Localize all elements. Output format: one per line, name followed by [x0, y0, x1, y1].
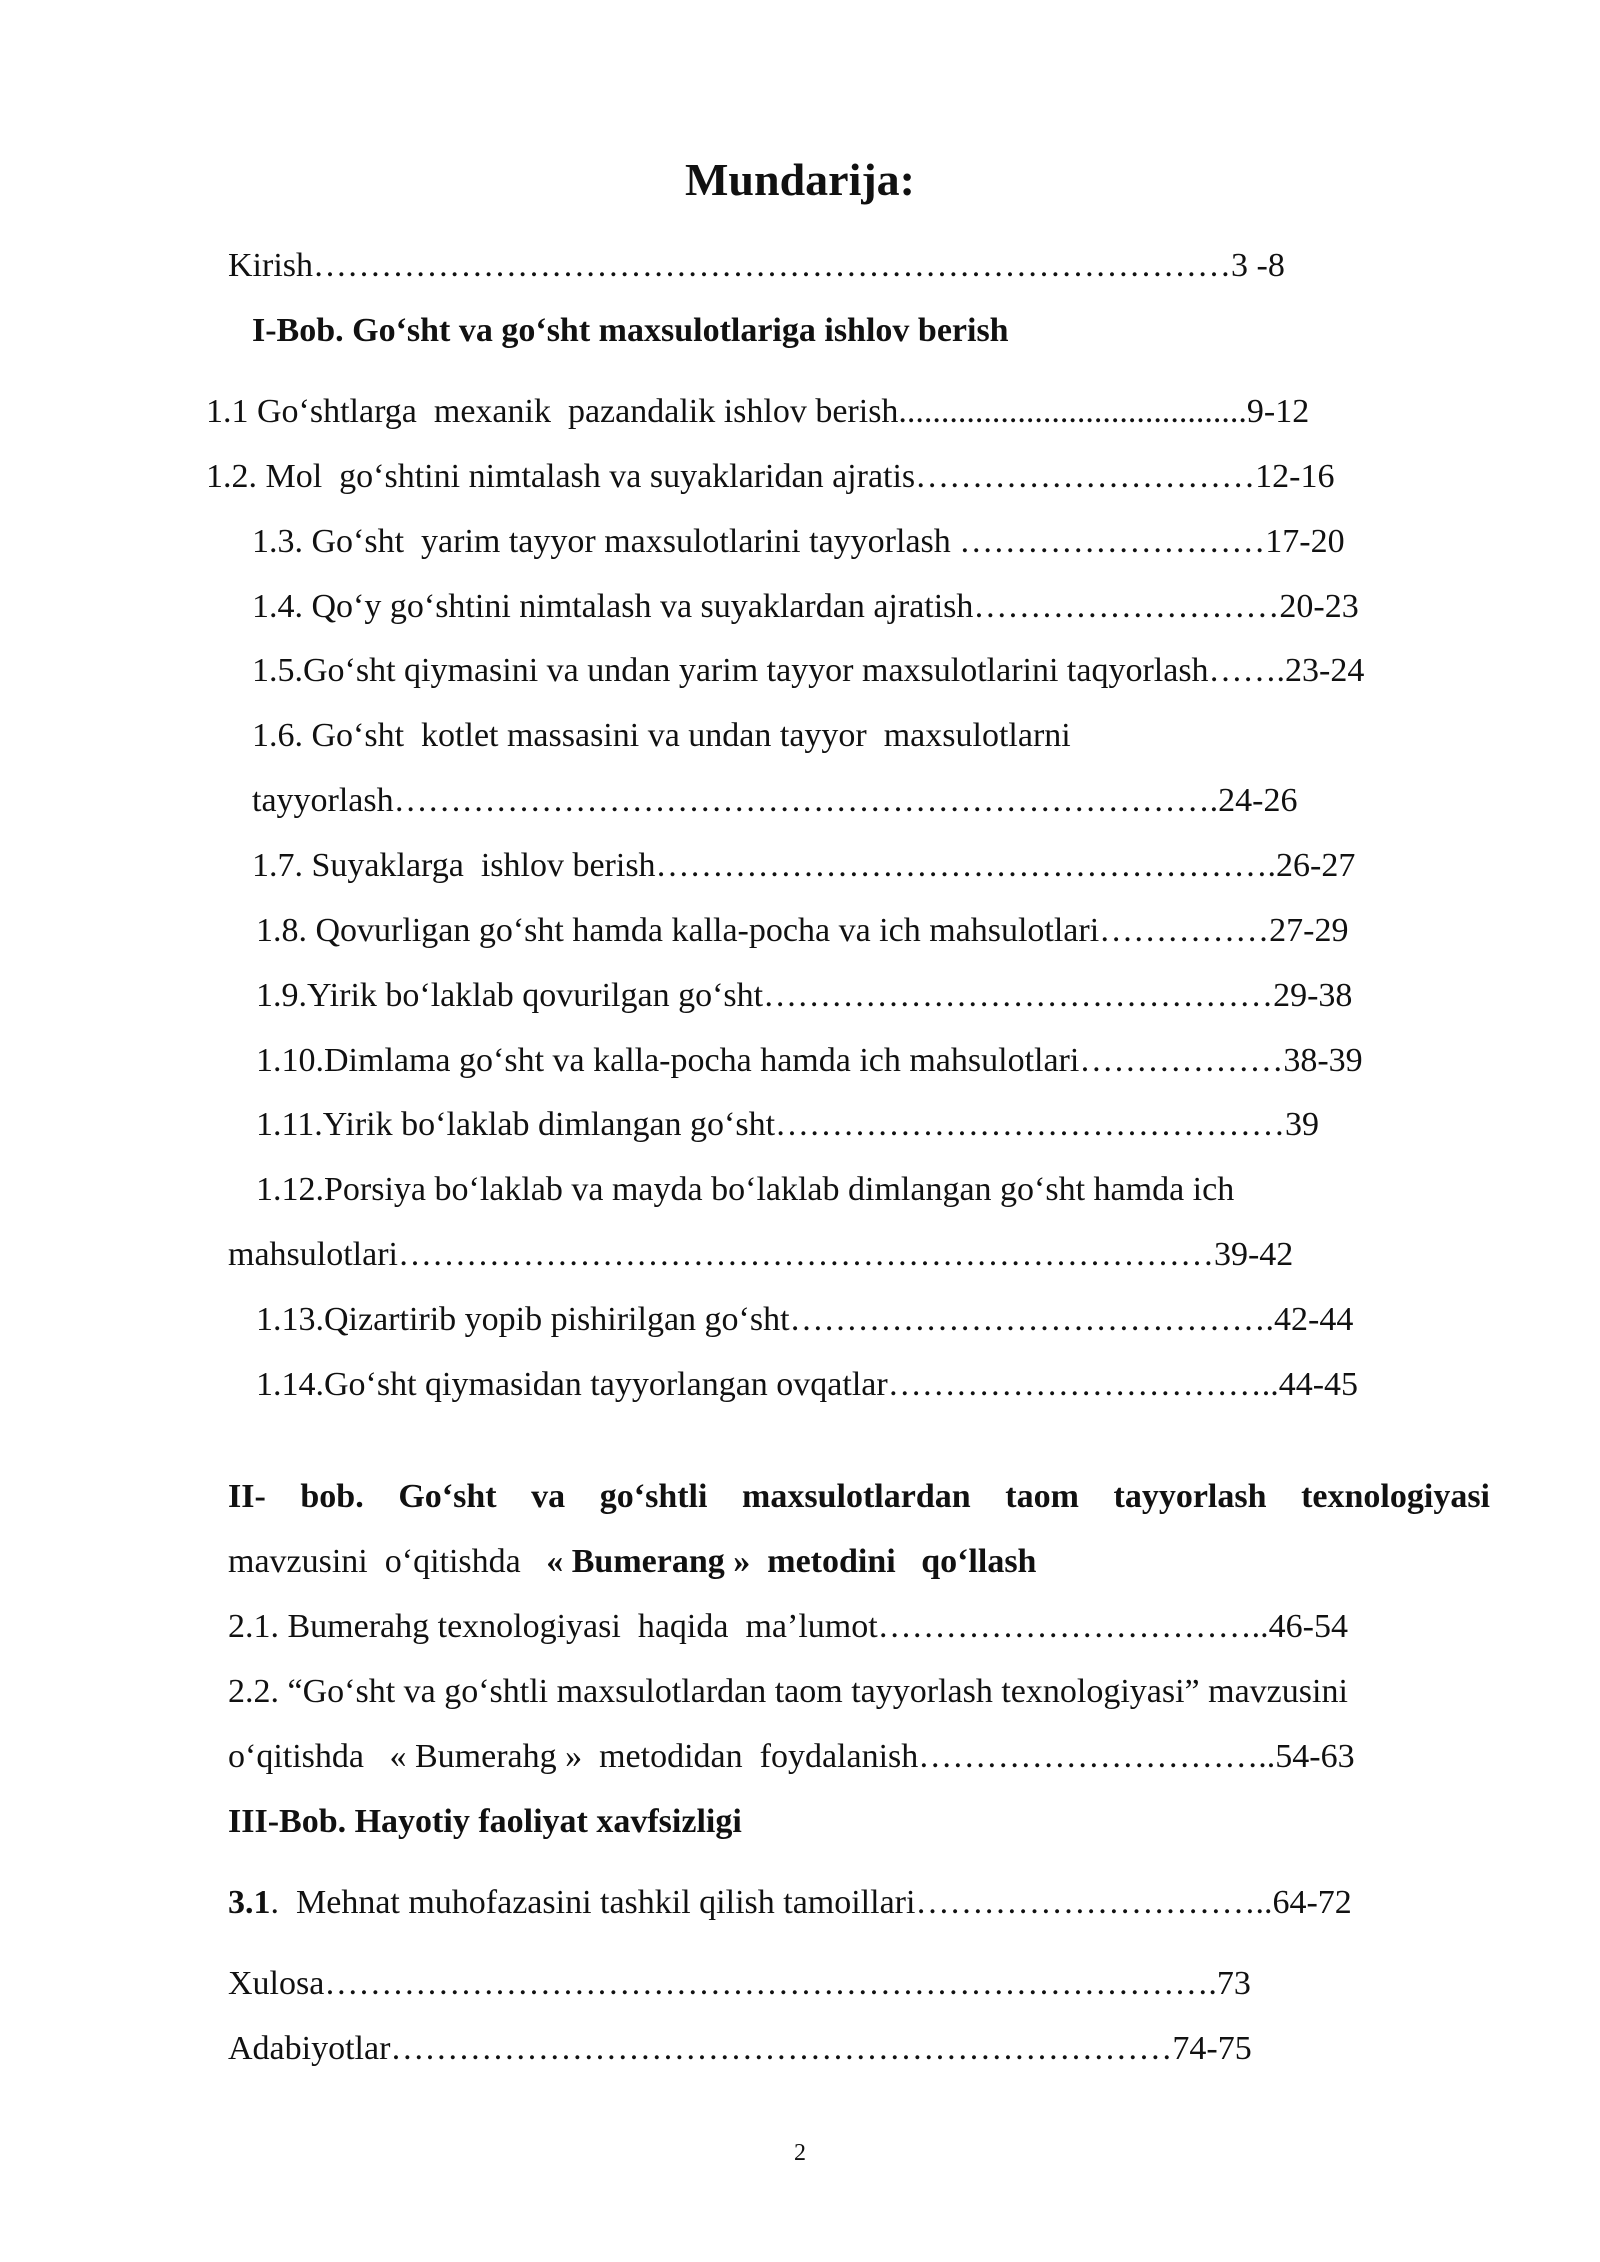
toc-entry-1-4: 1.4. Qo‘y go‘shtini nimtalash va suyaklardan ajratish………………………20-23 [252, 588, 1359, 625]
toc-entry-kirish: Kirish………………………………………………………………………3 -8 [228, 247, 1285, 284]
toc-entry-1-7: 1.7. Suyaklarga ishlov berish……………………………………………….26-27 [252, 847, 1356, 884]
toc-chapter-2-heading-line-1: II- bob. Go‘sht va go‘shtli maxsulotlardan taom tayyorlash texnologiyasi [228, 1478, 1490, 1515]
chapter-2-heading-normal-part: mavzusini o‘qitishda [228, 1543, 547, 1580]
toc-entry-1-6-line-2: tayyorlash……………………………………………………………….24-26 [252, 782, 1298, 819]
toc-entry-2-2-line-2: o‘qitishda « Bumerahg » metodidan foydalanish…………………………..54-63 [228, 1738, 1355, 1775]
toc-chapter-3-heading: III-Bob. Hayotiy faoliyat xavfsizligi [228, 1803, 742, 1840]
toc-entry-3-1-text: . Mehnat muhofazasini tashkil qilish tamoillari…………………………..64-72 [270, 1884, 1352, 1921]
toc-chapter-2-heading-line-2 [228, 1538, 1036, 1586]
toc-entry-1-12-line-1: 1.12.Porsiya bo‘laklab va mayda bo‘laklab dimlangan go‘sht hamda ich [256, 1171, 1235, 1208]
toc-entry-1-1: 1.1 Go‘shtlarga mexanik pazandalik ishlov berish.........................................9-12 [206, 393, 1310, 430]
toc-entry-1-13: 1.13.Qizartirib yopib pishirilgan go‘sht…………………………………….42-44 [256, 1301, 1354, 1338]
toc-entry-1-3: 1.3. Go‘sht yarim tayyor maxsulotlarini tayyorlash ………………………17-20 [252, 523, 1345, 560]
toc-entry-1-5: 1.5.Go‘sht qiymasini va undan yarim tayyor maxsulotlarini taqyorlash…….23-24 [252, 652, 1365, 689]
toc-entry-1-12-line-2: mahsulotlari………………………………………………………………39-42 [228, 1236, 1294, 1273]
toc-entry-3-1-number: 3.1 [228, 1884, 271, 1921]
toc-entry-1-14: 1.14.Go‘sht qiymasidan tayyorlangan ovqatlar……………………………..44-45 [256, 1366, 1359, 1403]
toc-entry-1-6-line-1: 1.6. Go‘sht kotlet massasini va undan tayyor maxsulotlarni [252, 717, 1071, 754]
toc-entry-1-2: 1.2. Mol go‘shtini nimtalash va suyaklaridan ajratis…………………………12-16 [206, 458, 1335, 495]
toc-entry-3-1 [228, 1879, 1352, 1927]
toc-entry-adabiyotlar: Adabiyotlar……………………………………………………………74-75 [228, 2030, 1252, 2067]
toc-entry-1-11: 1.11.Yirik bo‘laklab dimlangan go‘sht………………………………………39 [256, 1106, 1320, 1143]
toc-entry-1-10: 1.10.Dimlama go‘sht va kalla-pocha hamda ich mahsulotlari………………38-39 [256, 1042, 1363, 1079]
page-title: Mundarija: [685, 154, 915, 205]
toc-entry-2-1: 2.1. Bumerahg texnologiyasi haqida ma’lumot……………………………..46-54 [228, 1608, 1348, 1645]
toc-entry-1-9: 1.9.Yirik bo‘laklab qovurilgan go‘sht………………………………………29-38 [256, 977, 1353, 1014]
chapter-2-heading-bold-part: « Bumerang » metodini qo‘llash [546, 1543, 1037, 1580]
page-number: 2 [794, 2140, 806, 2166]
toc-entry-xulosa: Xulosa…………………………………………………………………….73 [228, 1965, 1251, 2002]
toc-entry-1-8: 1.8. Qovurligan go‘sht hamda kalla-pocha va ich mahsulotlari……………27-29 [256, 912, 1349, 949]
toc-entry-2-2-line-1: 2.2. “Go‘sht va go‘shtli maxsulotlardan taom tayyorlash texnologiyasi” mavzusini [228, 1673, 1348, 1710]
toc-chapter-1-heading: I-Bob. Go‘sht va go‘sht maxsulotlariga ishlov berish [252, 312, 1009, 349]
